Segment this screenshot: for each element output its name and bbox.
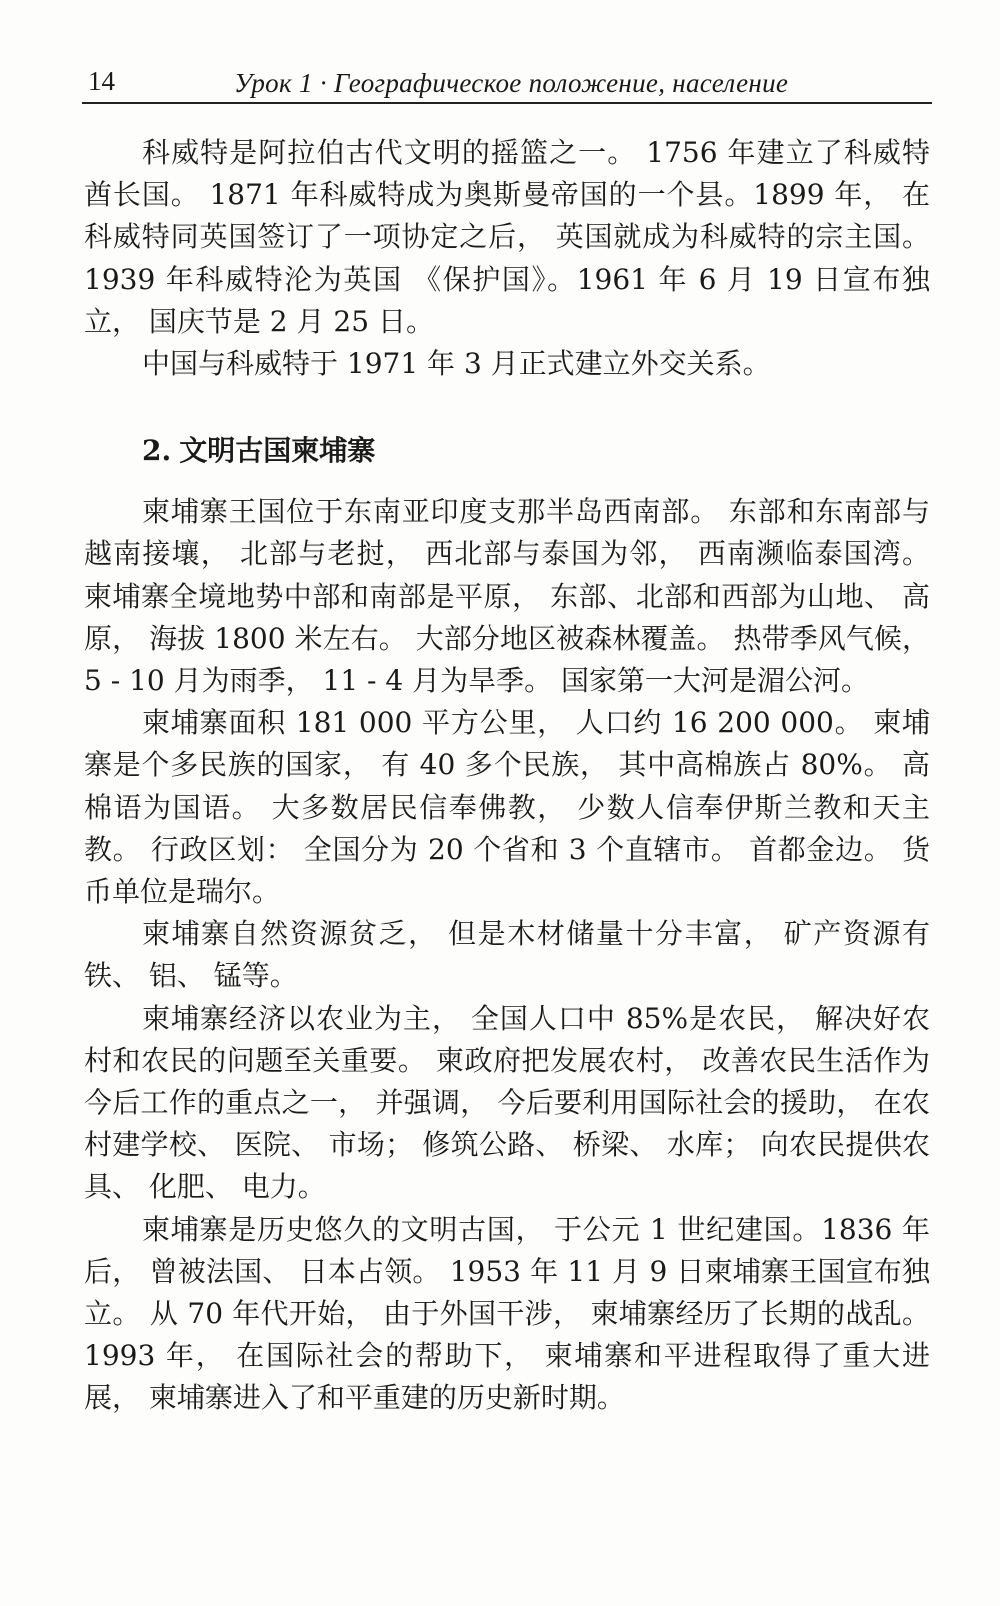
paragraph-kuwait-history: 科威特是阿拉伯古代文明的摇篮之一。 1756 年建立了科威特酋长国。 1871 年科威特成为奥斯曼帝国的一个县。1899 年， 在科威特同英国签订了一项协定之后， 英国就成为科威特的宗主国。 1939 年科威特沦为英国 《保护国》。1961 年 6 月 19 日宣布独立， 国庆节是 2 月 25 日。 — [84, 136, 930, 338]
running-header — [82, 58, 932, 104]
paragraph-cambodia-history: 柬埔寨是历史悠久的文明古国， 于公元 1 世纪建国。1836 年后， 曾被法国、 日本占领。 1953 年 11 月 9 日柬埔寨王国宣布独立。 从 70 年代开始， 由于外国干涉， 柬埔寨经历了长期的战乱。 1993 年， 在国际社会的帮助下， 柬埔寨和平进程取得了重大进展， 柬埔寨进入了和平重建的历史新时期。 — [84, 1212, 930, 1415]
paragraph-cambodia-population: 柬埔寨面积 181 000 平方公里， 人口约 16 200 000。 柬埔寨是个多民族的国家， 有 40 多个民族， 其中高棉族占 80%。 高棉语为国语。 大多数居民信奉佛教， 少数人信奉伊斯兰教和天主教。 行政区划： 全国分为 20 个省和 3 个直辖市。 首都金边。 货币单位是瑞尔。 — [84, 706, 930, 909]
section-title: 文明古国柬埔寨 — [179, 434, 376, 468]
running-header-title: Урок 1 · Географическое положение, население — [234, 68, 789, 98]
paragraph-cambodia-resources: 柬埔寨自然资源贫乏， 但是木材储量十分丰富， 矿产资源有铁、 铝、 锰等。 — [84, 917, 930, 993]
paragraph-kuwait-relations: 中国与科威特于 1971 年 3 月正式建立外交关系。 — [142, 347, 771, 381]
paragraph-cambodia-geography: 柬埔寨王国位于东南亚印度支那半岛西南部。 东部和东南部与越南接壤， 北部与老挝， 西北部与泰国为邻， 西南濒临泰国湾。 柬埔寨全境地势中部和南部是平原， 东部、北部和西部为山地、 高原， 海拔 1800 米左右。 大部分地区被森林覆盖。 热带季风气候， 5 - 10 月为雨季， 11 - 4 月为旱季。 国家第一大河是湄公河。 — [84, 495, 930, 698]
paragraph-cambodia-economy: 柬埔寨经济以农业为主， 全国人口中 85%是农民， 解决好农村和农民的问题至关重要。 柬政府把发展农村， 改善农民生活作为今后工作的重点之一， 并强调， 今后要利用国际社会的援助， 在农村建学校、 医院、 市场； 修筑公路、 桥梁、 水库； 向农民提供农具、 化肥、 电力。 — [84, 1001, 930, 1204]
section-number: 2. — [142, 434, 172, 468]
body-text — [84, 132, 930, 1420]
page-number: 14 — [88, 66, 115, 96]
section-heading — [142, 431, 930, 471]
